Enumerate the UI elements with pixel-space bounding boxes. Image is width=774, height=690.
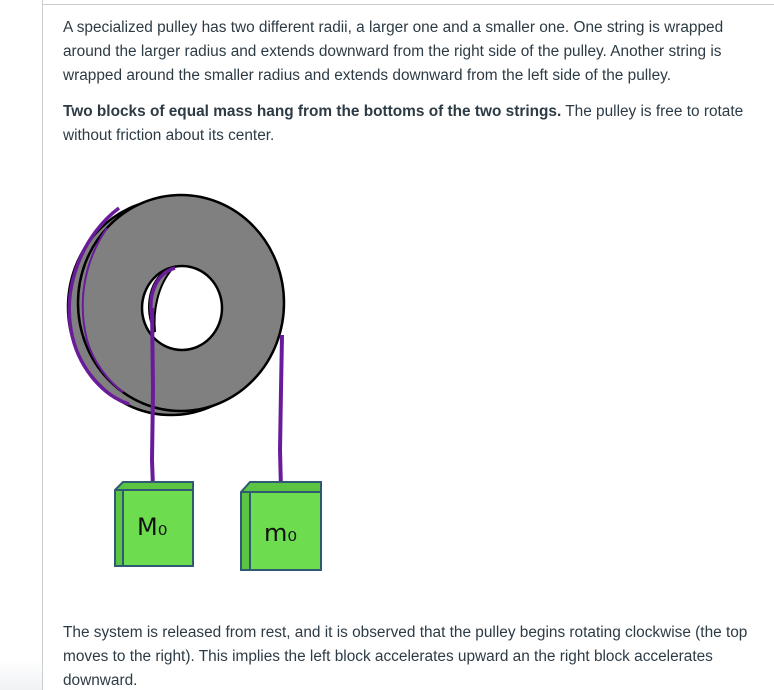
left-hanging-string — [152, 308, 153, 488]
top-border-rule — [42, 4, 774, 5]
bottom-left-shade — [0, 660, 42, 690]
question-paragraph-2 — [63, 100, 763, 148]
pulley-diagram — [63, 190, 333, 580]
right-hanging-string — [280, 335, 282, 490]
question-paragraph-3: The system is released from rest, and it is observed that the pulley begins rotating clockwise (the top moves to the right). This implies the left block accelerates upward an the right block accelerates downward. — [63, 624, 748, 689]
pulley-figure — [63, 190, 333, 580]
question-paragraph-1: A specialized pulley has two different radii, a larger one and a smaller one. One string is wrapped around the larger radius and extends downward from the right side of the pulley. Another string is wrapped around the smaller radius and extends downward from the left side of the pulley. — [63, 19, 724, 84]
question-paragraph-2-bold: Two blocks of equal mass hang from the bottoms of the two strings. — [63, 103, 562, 120]
left-block-label: M₀ — [137, 513, 168, 541]
right-block-label: m₀ — [264, 519, 297, 547]
left-block — [115, 482, 193, 566]
right-block — [241, 482, 321, 570]
left-border-rule — [42, 0, 43, 690]
question-paragraph-2-rest: The pulley is free to rotate without friction about its center. — [63, 103, 744, 144]
question-text — [63, 16, 763, 148]
